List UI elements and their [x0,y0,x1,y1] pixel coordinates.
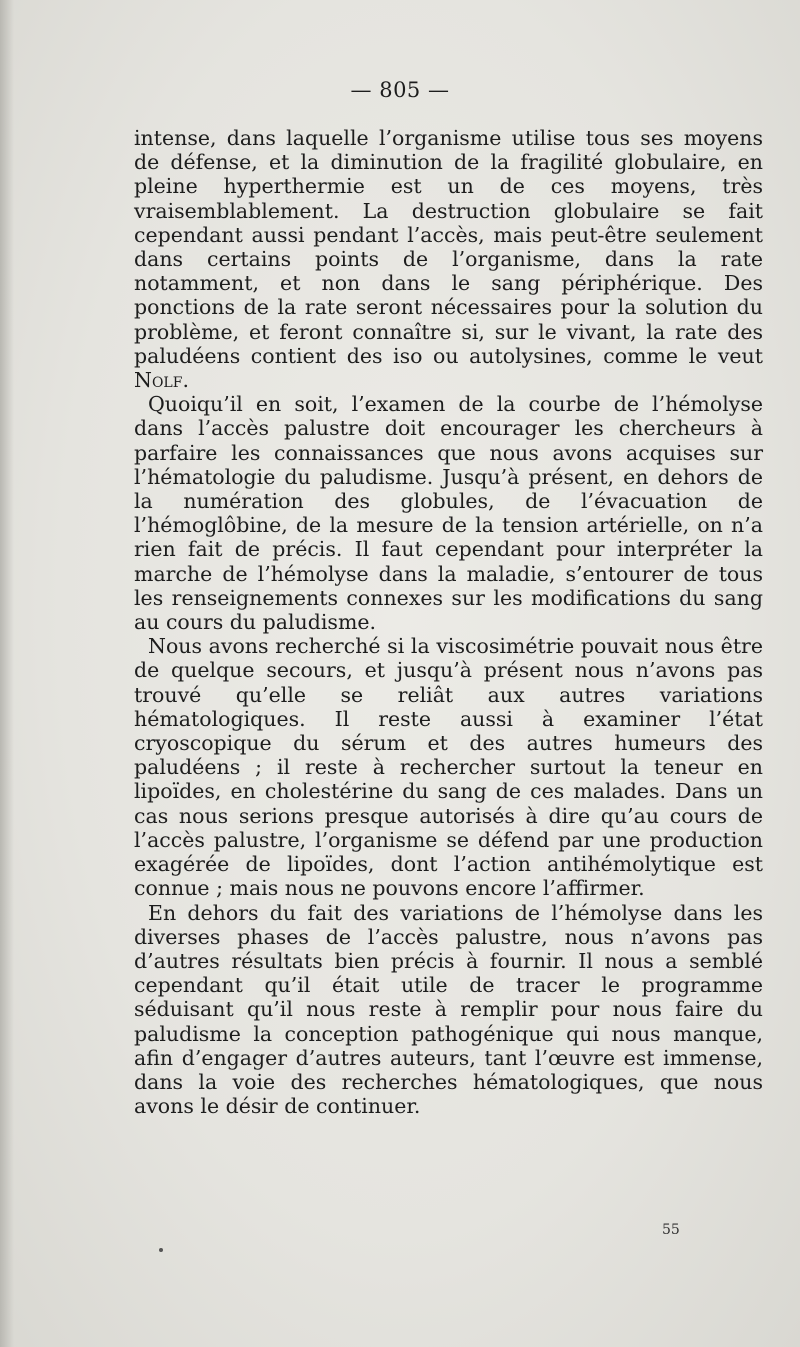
signature-mark: 55 [662,1222,680,1238]
ink-speck [159,1248,163,1252]
paragraph-1 [134,126,763,392]
paragraph-3: Nous avons recherché si la viscosimétrie pouvait nous être de quelque secours, et jusqu’à présent nous n’avons pas trouvé qu’elle se reliât aux autres variations hématologiques. Il reste aussi à examiner l’état cryoscopique du sérum et des autres humeurs des paludéens ; il reste à rechercher surtout la teneur en lipoïdes, en cholestérine du sang de ces malades. Dans un cas nous serions presque autorisés à dire qu’au cours de l’accès palustre, l’organisme se défend par une production exagérée de lipoïdes, dont l’action antihémolytique est connue ; mais nous ne pouvons encore l’affirmer. [134,634,763,901]
paragraph-1-text: intense, dans laquelle l’organisme utilise tous ses moyens de défense, et la diminution de la fragilité globulaire, en pleine hyperthermie est un de ces moyens, très vraisemblablement. La destruction globulaire se fait cependant aussi pendant l’accès, mais peut-être seulement dans certains points de l’organisme, dans la rate notamment, et non dans le sang périphérique. Des ponctions de la rate seront nécessaires pour la solution du problème, et feront connaître si, sur le vivant, la rate des paludéens contient des iso ou autolysines, comme le veut [134,126,763,368]
author-name-nolf: Nolf [134,368,183,393]
body-text [134,126,763,1118]
paragraph-2: Quoiqu’il en soit, l’examen de la courbe de l’hémolyse dans l’accès palustre doit encourager les chercheurs à parfaire les connaissances que nous avons acquises sur l’hématologie du paludisme. Jusqu’à présent, en dehors de la numération des globules, de l’évacuation de l’hémoglôbine, de la mesure de la tension artérielle, on n’a rien fait de précis. Il faut cependant pour interpréter la marche de l’hémolyse dans la maladie, s’entourer de tous les renseignements connexes sur les modifications du sang au cours du paludisme. [134,392,763,635]
paragraph-1-end: . [182,368,189,393]
paragraph-4: En dehors du fait des variations de l’hémolyse dans les diverses phases de l’accès palustre, nous n’avons pas d’autres résultats bien précis à fournir. Il nous a semblé cependant qu’il était utile de tracer le programme séduisant qu’il nous reste à remplir pour nous faire du paludisme la conception pathogénique qui nous manque, afin d’engager d’autres auteurs, tant l’œuvre est immense, dans la voie des recherches hématologiques, que nous avons le désir de continuer. [134,900,763,1119]
page-edge-shadow [0,0,14,1347]
page-number: — 805 — [350,78,450,102]
